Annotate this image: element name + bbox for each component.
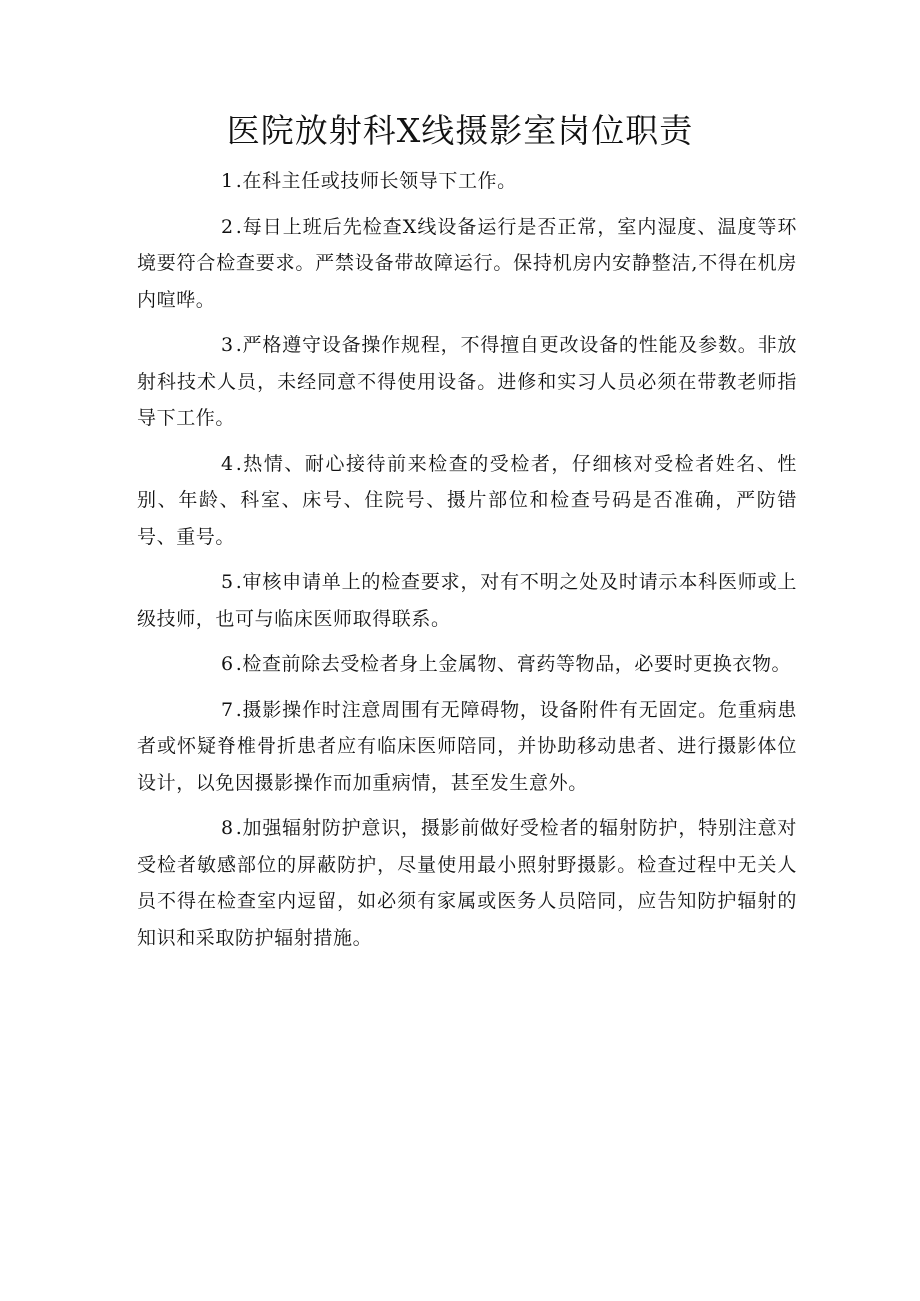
duty-item-6	[137, 646, 797, 683]
item-number: 5	[221, 571, 234, 593]
duty-item-3	[137, 327, 797, 437]
page-title: 医院放射科X线摄影室岗位职责	[226, 111, 694, 150]
duty-item-4	[137, 446, 797, 556]
duty-list	[137, 163, 797, 965]
item-text: .严格遵守设备操作规程，不得擅自更改设备的性能及参数。非放射科技术人员，未经同意不得使用设备。进修和实习人员必须在带教老师指导下工作。	[137, 334, 797, 429]
duty-item-2	[137, 209, 797, 319]
item-text: .检查前除去受检者身上金属物、膏药等物品，必要时更换衣物。	[235, 653, 792, 675]
duty-item-1	[137, 163, 797, 200]
item-text: .在科主任或技师长领导下工作。	[235, 170, 517, 192]
item-number: 7	[221, 698, 234, 721]
duty-item-7	[137, 692, 797, 802]
item-text: .热情、耐心接待前来检查的受检者，仔细核对受检者姓名、性别、年龄、科室、床号、住院号、摄片部位和检查号码是否准确，严防错号、重号。	[137, 452, 797, 548]
item-text: .加强辐射防护意识，摄影前做好受检者的辐射防护，特别注意对受检者敏感部位的屏蔽防护，尽量使用最小照射野摄影。检查过程中无关人员不得在检查室内逗留，如必须有家属或医务人员陪同，应告知防护辐射的知识和采取防护辐射措施。	[137, 817, 797, 949]
duty-item-8	[137, 810, 797, 956]
item-number: 2	[221, 215, 234, 238]
item-number: 3	[221, 334, 234, 356]
item-number: 1	[221, 170, 234, 192]
item-text: .摄影操作时注意周围有无障碍物，设备附件有无固定。危重病患者或怀疑脊椎骨折患者应有临床医师陪同，并协助移动患者、进行摄影体位设计，以免因摄影操作而加重病情，甚至发生意外。	[137, 698, 797, 794]
item-text: .审核申请单上的检查要求，对有不明之处及时请示本科医师或上级技师，也可与临床医师取得联系。	[137, 571, 797, 630]
item-number: 6	[221, 653, 234, 675]
item-number: 4	[221, 452, 234, 475]
item-number: 8	[221, 817, 234, 839]
duty-item-5	[137, 564, 797, 637]
item-text: .每日上班后先检查X线设备运行是否正常，室内湿度、温度等环境要符合检查要求。严禁设备带故障运行。保持机房内安静整洁,不得在机房内喧哗。	[137, 215, 797, 311]
